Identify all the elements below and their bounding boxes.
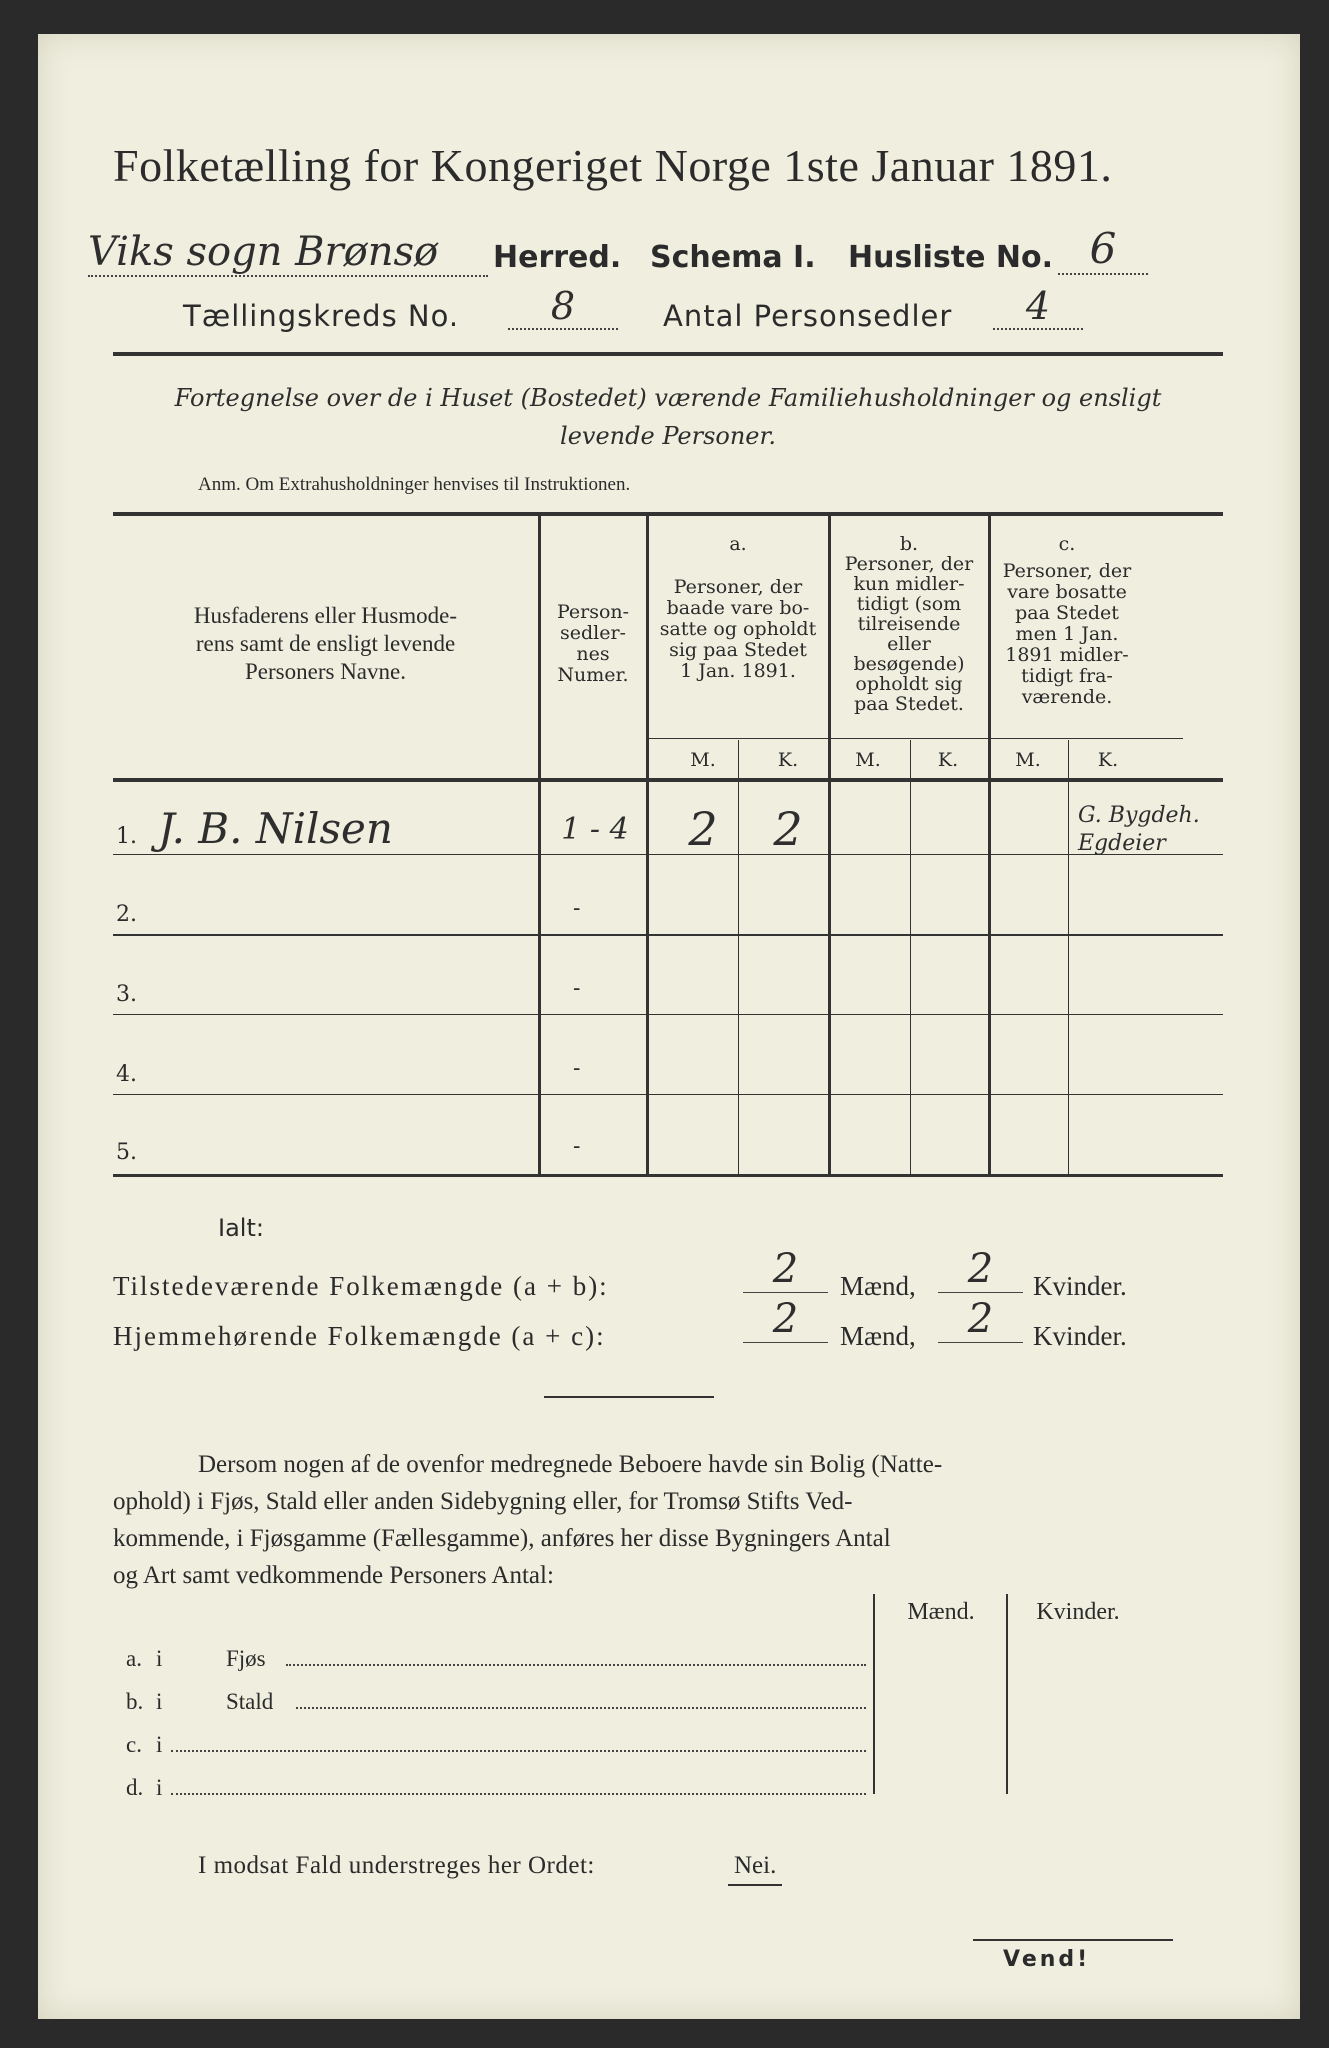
row-num: 1. [116,824,137,849]
husliste-label: Husliste No. [848,240,1053,275]
herred-label: Herred. [493,240,622,275]
total-line1-maend: Mænd, [840,1271,916,1301]
vline-3 [828,514,831,1176]
vline-a-mk [738,740,739,1176]
total-line1-k: 2 [938,1246,1023,1293]
table-bottom-rule [113,1174,1223,1177]
antal-label: Antal Personsedler [663,299,953,333]
header-b: b. Personer, der kun midler- tidigt (som tilreisende eller besøgende) opholdt sig paa Stedet. [844,533,974,715]
row-numer: - [573,976,581,1001]
row-name: J. B. Nilsen [158,804,393,853]
vline-4 [988,514,991,1176]
b-k-label: K. [937,749,959,771]
building-item-b: b. i Stald [126,1689,866,1715]
intro-line1: Fortegnelse over de i Huset (Bostedet) værende Familiehusholdninger og ensligt [174,384,1162,412]
header-rule [113,352,1223,356]
row-rule-3 [113,1014,1223,1015]
herred-handwritten: Viks sogn Brønsø [88,229,488,277]
header-a: a. Personer, der baade vare bo- satte og opholdt sig paa Stedet 1 Jan. 1891. [659,533,817,682]
row-a-m: 2 [688,802,718,856]
vline-c-mk [1068,740,1069,1176]
subheader-rule [648,738,1183,739]
total-line2-kvinder: Kvinder. [1033,1321,1127,1351]
header-numer: Person- sedler- nes Numer. [556,601,630,686]
vline-2 [646,514,649,1176]
b-m-label: M. [855,749,881,771]
table-head-rule [113,778,1223,782]
anm-note: Anm. Om Extrahusholdninger henvises til Instruktionen. [198,474,631,495]
row-rule-4 [113,1094,1223,1095]
kreds-value: 8 [508,284,618,330]
schema-label: Schema I. [650,240,816,275]
buildings-vline-2 [1006,1594,1008,1794]
ialt-label: Ialt: [218,1214,264,1242]
building-item-d: d. i [126,1775,866,1801]
buildings-maend-head: Mænd. [907,1599,975,1625]
census-form [38,34,1300,2019]
total-line1-kvinder: Kvinder. [1033,1271,1127,1301]
row-num: 4. [116,1062,137,1087]
row-numer: - [573,896,581,921]
husliste-value: 6 [1058,224,1148,275]
buildings-vline-1 [873,1594,875,1794]
intro-line2: levende Personer. [560,422,776,450]
total-line2-m: 2 [743,1296,828,1343]
building-item-a: a. i Fjøs [126,1646,866,1672]
c-k-label: K. [1097,749,1119,771]
vend-rule [973,1939,1173,1941]
row-num: 5. [116,1140,137,1165]
row-num: 2. [116,902,137,927]
form-title: Folketælling for Kongeriget Norge 1ste Januar 1891. [113,140,1113,191]
row-num: 3. [116,982,137,1007]
row-rule-2 [113,934,1223,936]
modsat-text: I modsat Fald understreges her Ordet: [198,1852,595,1879]
header-c: c. Personer, der vare bosatte paa Stedet men 1 Jan. 1891 midler- tidigt fra- værende. [1002,533,1132,708]
a-k-label: K. [777,749,799,771]
vend-text: Vend! [1003,1947,1091,1972]
row-numer: - [573,1134,581,1159]
total-line2-maend: Mænd, [840,1321,916,1351]
row-numer: 1 - 4 [561,812,629,847]
total-line1-m: 2 [743,1246,828,1293]
vline-1 [538,514,541,1176]
c-m-label: M. [1015,749,1041,771]
row-numer: - [573,1056,581,1081]
building-item-c: c. i [126,1732,866,1758]
short-divider [544,1396,714,1398]
kreds-label: Tællingskreds No. [183,299,460,333]
vline-b-mk [910,740,911,1176]
row-a-k: 2 [773,802,803,856]
row-c-k: G. Bygdeh. Egdeier [1078,803,1200,856]
row-rule-1 [113,854,1223,855]
nei-word: Nei. [728,1852,782,1886]
total-line2-label: Hjemmehørende Folkemængde (a + c): [113,1321,606,1351]
building-paragraph: Dersom nogen af de ovenfor medregnede Beboere havde sin Bolig (Natte- ophold) i Fjøs, Stald eller anden Sidebygning eller, for Tromsø Stifts Ved- kommende, i Fjøsgamme (Fællesgamme), anføres her disse Bygningers Antal og Art samt vedkommende Personers Antal: [113,1451,943,1589]
antal-value: 4 [993,284,1083,330]
header-names: Husfaderens eller Husmode- rens samt de ensligt levende Personers Navne. [193,603,458,684]
a-m-label: M. [690,749,716,771]
buildings-kvinder-head: Kvinder. [1036,1599,1120,1625]
total-line1-label: Tilstedeværende Folkemængde (a + b): [113,1271,609,1301]
table-top-rule [113,512,1223,516]
total-line2-k: 2 [938,1296,1023,1343]
